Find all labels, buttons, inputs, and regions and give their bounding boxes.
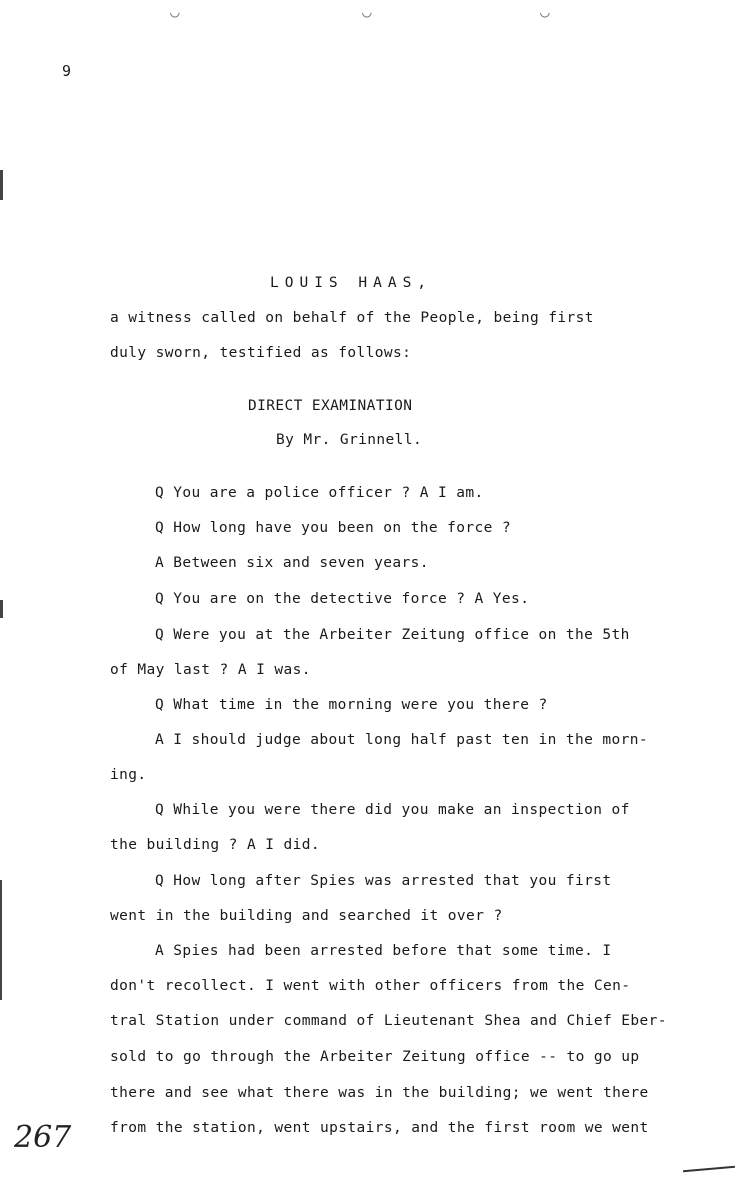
transcript-line: went in the building and searched it over ? [110,908,503,924]
examiner-line: By Mr. Grinnell. [276,432,423,448]
page-edge-mark [0,880,2,1000]
transcript-line: A Spies had been arrested before that some time. I [155,943,612,959]
transcript-line: Q How long have you been on the force ? [155,520,512,536]
page-edge-mark [0,600,3,618]
transcript-line: Q Were you at the Arbeiter Zeitung office on the 5th [155,627,630,643]
transcript-line: ing. [110,767,147,783]
pen-stroke-mark [683,1166,735,1173]
witness-intro-line: duly sworn, testified as follows: [110,345,412,361]
transcript-line: of May last ? A I was. [110,662,311,678]
punch-hole-mark: ◡ [170,2,180,21]
transcript-line: don't recollect. I went with other officers from the Cen- [110,978,631,994]
transcript-line: from the station, went upstairs, and the first room we went [110,1120,649,1136]
section-heading: DIRECT EXAMINATION [248,398,413,414]
transcript-line: tral Station under command of Lieutenant Shea and Chief Eber- [110,1013,667,1029]
transcript-line: Q How long after Spies was arrested that you first [155,873,612,889]
punch-hole-mark: ◡ [362,2,372,21]
transcript-line: the building ? A I did. [110,837,320,853]
transcript-line: A Between six and seven years. [155,555,429,571]
transcript-line: there and see what there was in the building; we went there [110,1085,649,1101]
witness-intro-line: a witness called on behalf of the People, being first [110,310,594,326]
transcript-line: A I should judge about long half past ten in the morn- [155,732,649,748]
punch-hole-mark: ◡ [540,2,550,21]
transcript-line: Q You are on the detective force ? A Yes. [155,591,530,607]
witness-name: LOUIS HAAS, [270,275,433,291]
transcript-line: Q You are a police officer ? A I am. [155,485,484,501]
page-number: 9 [62,62,72,80]
transcript-line: sold to go through the Arbeiter Zeitung office -- to go up [110,1049,640,1065]
handwritten-margin-note: 267 [14,1120,72,1155]
page-edge-mark [0,170,3,200]
transcript-line: Q What time in the morning were you there ? [155,697,548,713]
transcript-line: Q While you were there did you make an inspection of [155,802,630,818]
